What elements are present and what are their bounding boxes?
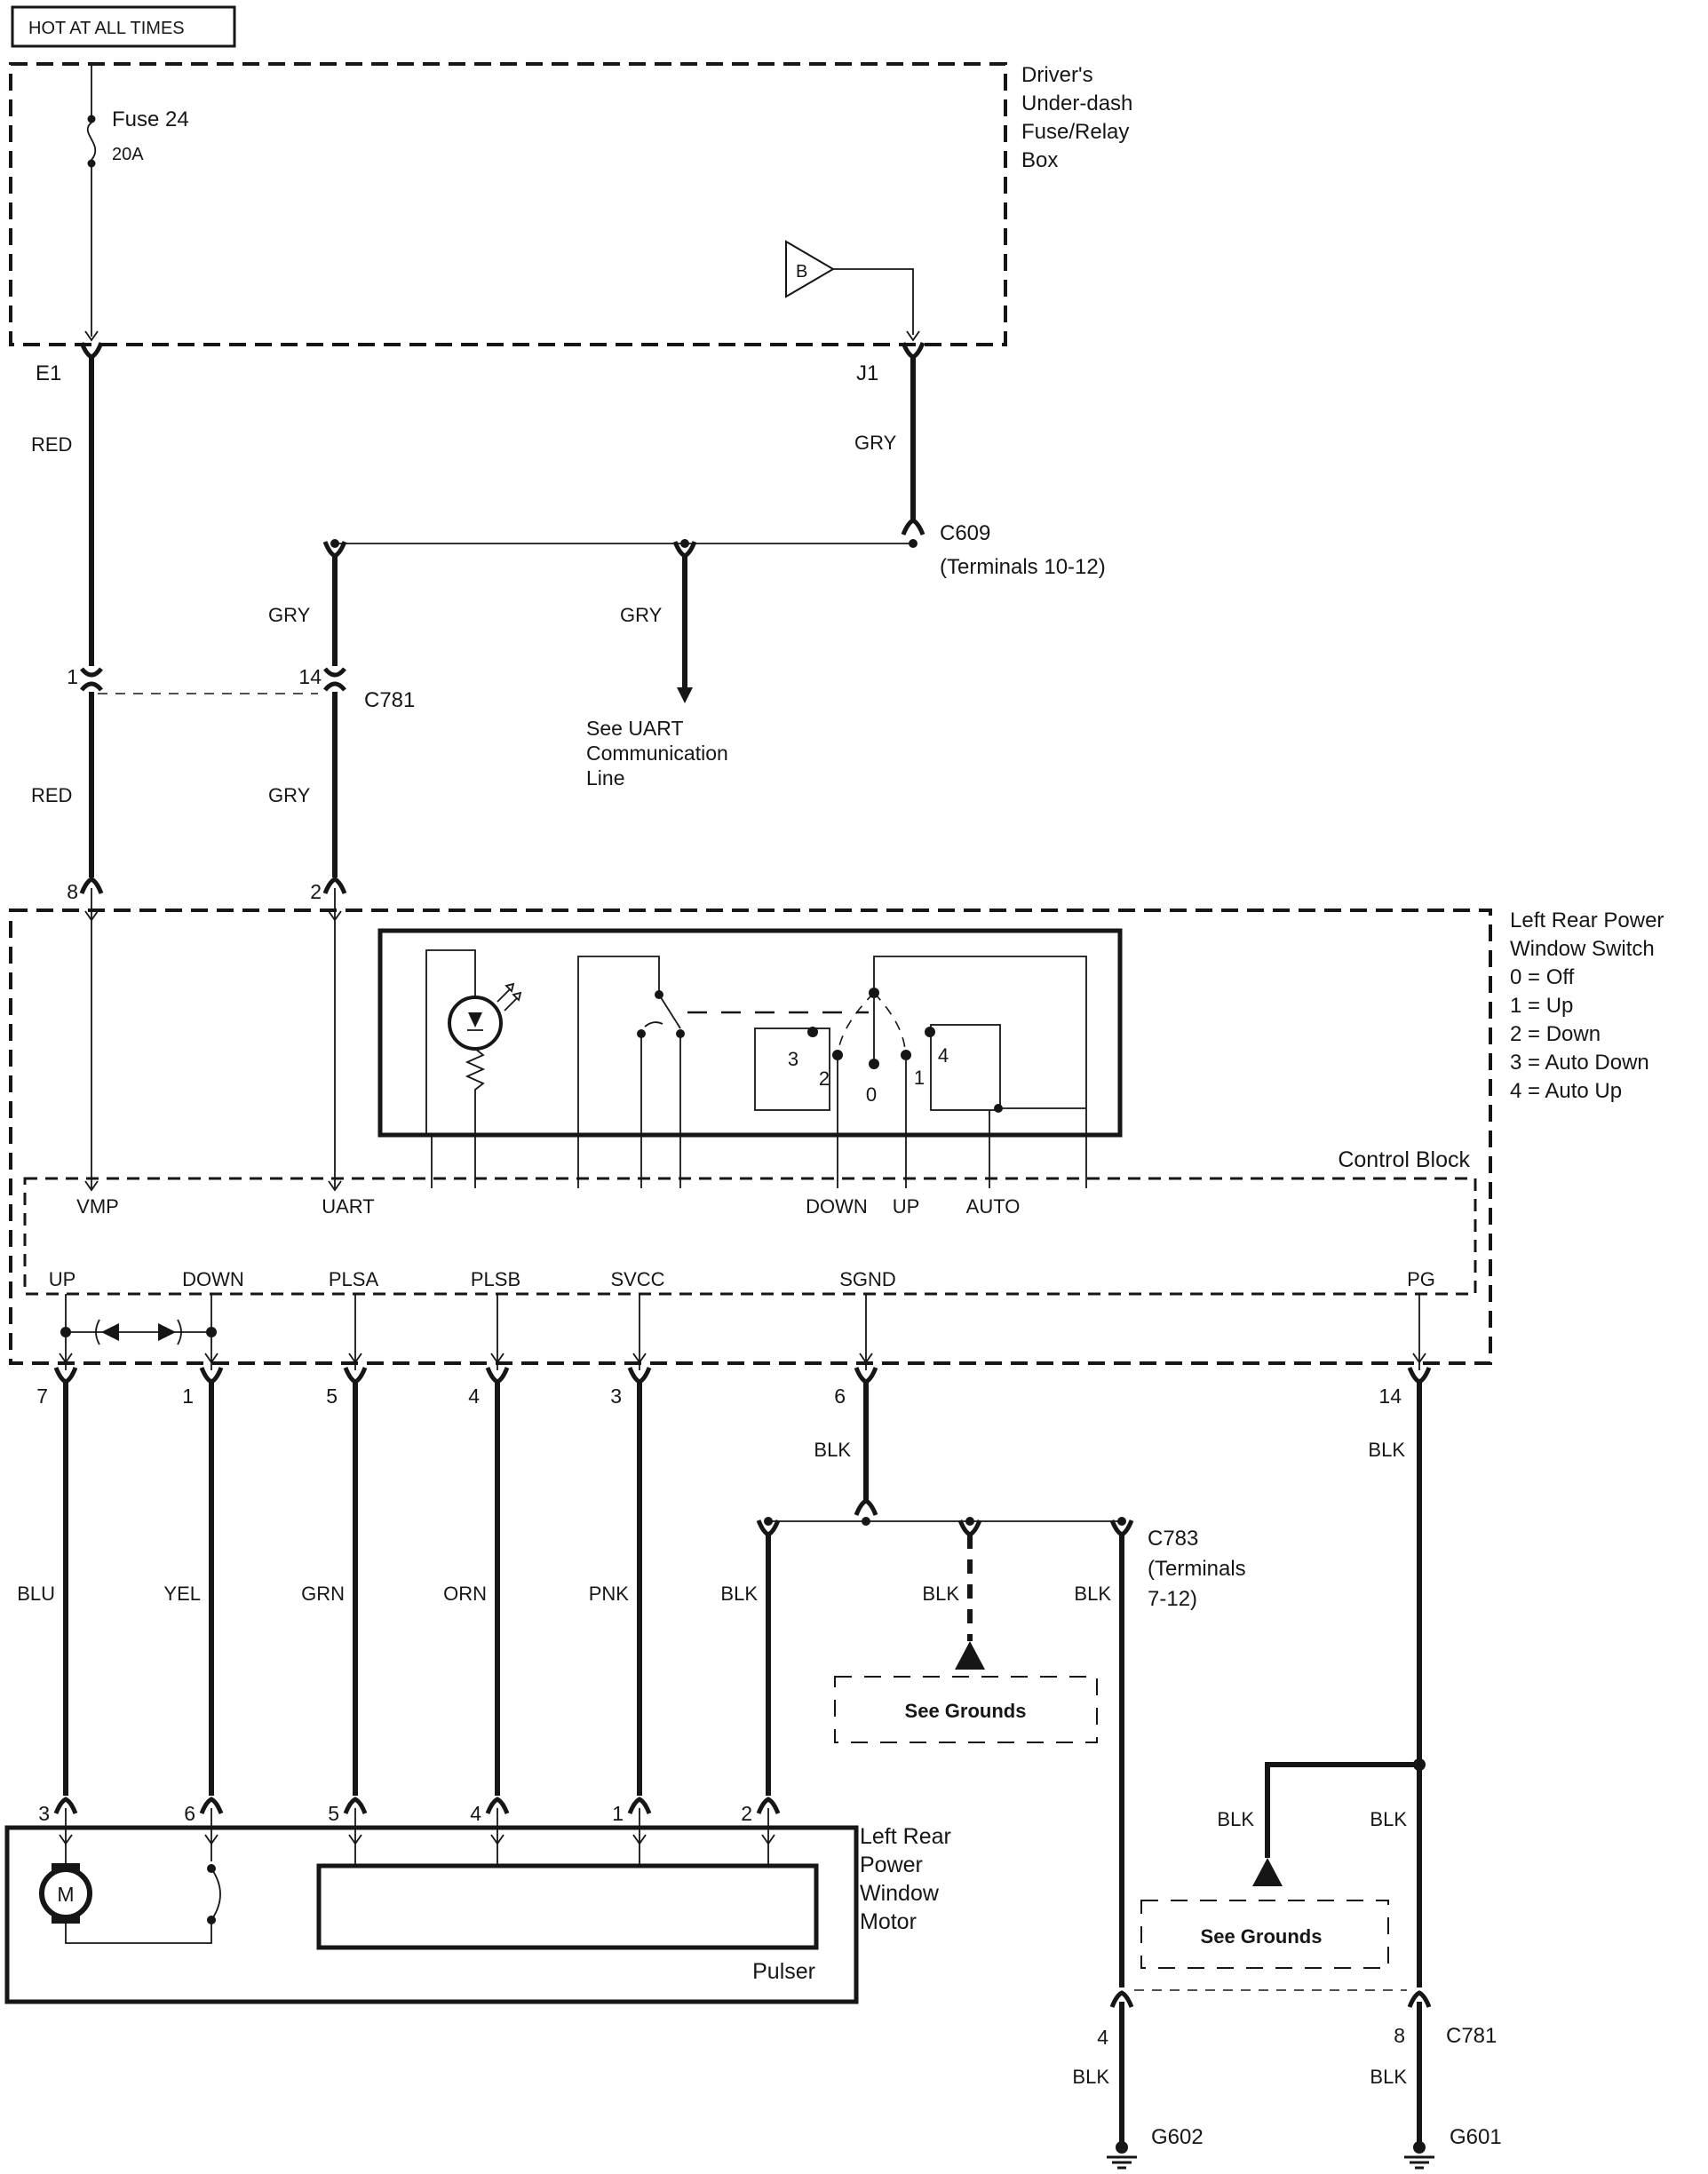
wire-color-blk: BLK xyxy=(922,1583,959,1605)
wire-color-gry: GRY xyxy=(854,432,897,454)
ground-icon xyxy=(1404,2141,1434,2168)
switch-position: 1 xyxy=(913,1067,925,1089)
fuse-box-title-line: Box xyxy=(1021,148,1059,172)
wire-color-red: RED xyxy=(31,784,73,806)
c609-terminals: (Terminals 10-12) xyxy=(940,555,1106,579)
c783-terminals: (Terminals xyxy=(1148,1557,1246,1581)
g601-label: G601 xyxy=(1450,2125,1502,2149)
switch-to-control-wires xyxy=(432,1135,1086,1188)
pg-ground-wire xyxy=(1141,1382,1426,1988)
wire-gry-c781 xyxy=(98,542,415,1190)
wire-color-gry: GRY xyxy=(268,784,311,806)
pin-4-bottom: 4 xyxy=(1097,2026,1108,2049)
control-pin-auto: AUTO xyxy=(965,1195,1021,1218)
diode-pair-icon xyxy=(60,1320,217,1345)
c783-terminals: 7-12) xyxy=(1148,1587,1198,1611)
bottom-grounds xyxy=(1072,1990,1501,2168)
control-pin-up: UP xyxy=(892,1195,920,1218)
c781-upper-label: C781 xyxy=(364,688,416,712)
control-pin-up-out: UP xyxy=(48,1268,76,1290)
junction-c609 xyxy=(330,539,918,548)
wire-color-blk: BLK xyxy=(1370,2066,1407,2088)
motor-pin: 1 xyxy=(612,1802,624,1825)
pin-14: 14 xyxy=(1378,1385,1402,1408)
motor-title-line: Motor xyxy=(860,1909,917,1934)
switch-legend-line: 4 = Auto Up xyxy=(1510,1079,1623,1103)
switch-contacts-box xyxy=(380,931,1120,1135)
wire-color-blk: BLK xyxy=(1072,2066,1109,2088)
control-block-label: Control Block xyxy=(1338,1147,1470,1172)
see-uart-note: Line xyxy=(586,766,625,789)
pin-7: 7 xyxy=(36,1385,48,1408)
fuse-name: Fuse 24 xyxy=(112,107,189,131)
motor-title-line: Window xyxy=(860,1881,939,1906)
wire-color-yel: YEL xyxy=(163,1583,201,1605)
pin-3: 3 xyxy=(610,1385,622,1408)
e1-label: E1 xyxy=(36,361,62,385)
wire-color-blk: BLK xyxy=(1368,1439,1405,1461)
pin-1-label: 1 xyxy=(67,665,78,688)
see-grounds-note: See Grounds xyxy=(904,1700,1027,1722)
switch-position: 0 xyxy=(865,1083,878,1106)
motor-title-line: Power xyxy=(860,1853,923,1877)
ground-icon xyxy=(1107,2141,1137,2168)
motor-pin: 6 xyxy=(184,1802,195,1825)
control-pin-pg: PG xyxy=(1407,1268,1435,1290)
control-pin-sgnd: SGND xyxy=(839,1268,896,1290)
j1-label: J1 xyxy=(856,361,879,385)
control-pin-plsb: PLSB xyxy=(470,1268,521,1290)
pin-4: 4 xyxy=(468,1385,480,1408)
see-grounds-note: See Grounds xyxy=(1200,1925,1323,1948)
motor-pin: 3 xyxy=(38,1802,50,1825)
control-pin-uart: UART xyxy=(322,1195,375,1218)
switch-legend-line: 0 = Off xyxy=(1510,965,1575,989)
switch-legend-line: 1 = Up xyxy=(1510,994,1574,1018)
pin-1: 1 xyxy=(182,1385,194,1408)
motor-pin: 2 xyxy=(741,1802,752,1825)
control-pin-svcc: SVCC xyxy=(610,1268,665,1290)
wire-color-blk: BLK xyxy=(720,1583,758,1605)
c609-label: C609 xyxy=(940,521,991,545)
wire-color-blk: BLK xyxy=(1370,1808,1407,1830)
control-pin-vmp: VMP xyxy=(76,1195,119,1218)
wire-color-pnk: PNK xyxy=(588,1583,629,1605)
see-uart-note: Communication xyxy=(586,742,728,765)
hot-label: HOT AT ALL TIMES xyxy=(28,19,185,38)
wire-color-blk: BLK xyxy=(1217,1808,1254,1830)
pulser-box xyxy=(319,1866,816,1984)
pin-8-bottom: 8 xyxy=(1394,2024,1405,2047)
motor-pin: 5 xyxy=(328,1802,339,1825)
control-pin-plsa: PLSA xyxy=(328,1268,379,1290)
wire-color-blk: BLK xyxy=(1074,1583,1111,1605)
switch-legend-line: 3 = Auto Down xyxy=(1510,1051,1649,1075)
pin-14-label: 14 xyxy=(298,665,322,688)
fuse-box-title-line: Fuse/Relay xyxy=(1021,120,1130,144)
wire-gry-j1 xyxy=(854,356,1106,579)
hot-at-all-times-box xyxy=(12,7,234,46)
control-pin-down: DOWN xyxy=(806,1195,868,1218)
pulser-label: Pulser xyxy=(752,1959,815,1984)
c781-lower-label: C781 xyxy=(1446,2024,1497,2048)
resistor-icon xyxy=(467,1049,483,1135)
fuse-box-title-line: Driver's xyxy=(1021,63,1093,87)
switch-position: 2 xyxy=(818,1067,830,1090)
fuse-24 xyxy=(85,64,189,340)
wire-color-gry: GRY xyxy=(268,604,311,626)
motor-pin: 4 xyxy=(470,1802,481,1825)
motor-harness-wires xyxy=(17,1382,640,1796)
wire-color-red: RED xyxy=(31,433,73,456)
control-block xyxy=(25,1147,1475,1294)
switch-pin-row xyxy=(36,1368,1429,1408)
g602-label: G602 xyxy=(1151,2125,1204,2149)
wire-color-blu: BLU xyxy=(17,1583,55,1605)
switch-legend-line: 2 = Down xyxy=(1510,1022,1601,1046)
motor-box xyxy=(7,1799,951,2002)
motor-m-label: M xyxy=(57,1883,75,1906)
fuse-relay-box xyxy=(11,63,1132,345)
control-exit-wires xyxy=(60,1294,1426,1370)
sgnd-ground-junction xyxy=(720,1382,1245,1988)
breaker-label: B xyxy=(796,262,808,282)
pin-8-label: 8 xyxy=(67,880,78,903)
switch-position: 3 xyxy=(787,1048,799,1070)
motor-m-icon xyxy=(42,1863,220,1943)
pin-5: 5 xyxy=(326,1385,338,1408)
wire-color-gry: GRY xyxy=(620,604,663,626)
switch-legend-line: Window Switch xyxy=(1510,937,1655,961)
pin-6: 6 xyxy=(834,1385,846,1408)
c783-label: C783 xyxy=(1148,1527,1199,1551)
pin-2-label: 2 xyxy=(310,880,322,903)
wire-color-grn: GRN xyxy=(301,1583,345,1605)
switch-position: 4 xyxy=(937,1044,949,1067)
wire-color-blk: BLK xyxy=(814,1439,851,1461)
wire-red-e1 xyxy=(31,356,101,1190)
fuse-box-title-line: Under-dash xyxy=(1021,91,1133,115)
control-pin-down-out: DOWN xyxy=(182,1268,244,1290)
switch-legend-line: Left Rear Power xyxy=(1510,908,1664,932)
motor-title-line: Left Rear xyxy=(860,1824,951,1849)
see-uart-note: See UART xyxy=(586,717,684,740)
breaker-b-symbol xyxy=(786,242,919,340)
fuse-rating: 20A xyxy=(112,145,144,164)
wire-color-orn: ORN xyxy=(443,1583,487,1605)
wire-gry-uart-branch xyxy=(586,542,728,789)
